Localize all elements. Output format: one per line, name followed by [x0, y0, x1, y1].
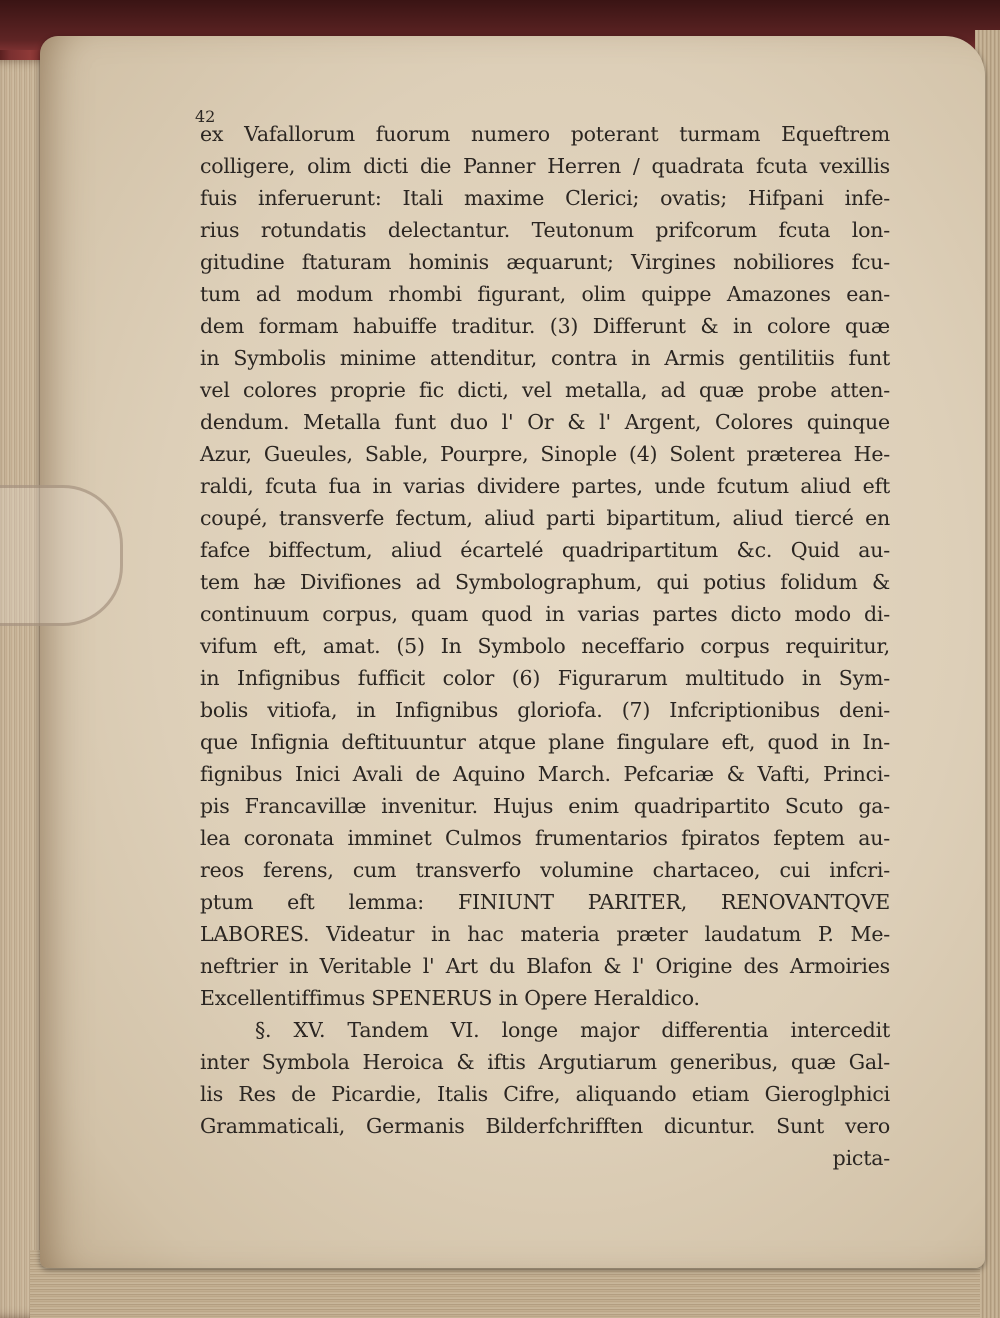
- text-line: fuis inferuerunt: Itali maxime Clerici; ovatis; Hifpani infe-: [200, 186, 890, 210]
- text-line: gitudine ftaturam hominis æquarunt; Virgines nobiliores fcu-: [200, 250, 890, 274]
- text-line: inter Symbola Heroica & iftis Argutiarum generibus, quæ Gal-: [200, 1050, 890, 1074]
- text-line: lea coronata imminet Culmos frumentarios fpiratos feptem au-: [200, 826, 890, 850]
- text-line: in Symbolis minime attenditur, contra in Armis gentilitiis funt: [200, 346, 890, 370]
- text-line: pis Francavillæ invenitur. Hujus enim quadripartito Scuto ga-: [200, 794, 890, 818]
- text-line: fafce biffectum, aliud écartelé quadripartitum &c. Quid au-: [200, 538, 890, 562]
- page-number: 42: [195, 107, 216, 126]
- text-line: bolis vitiofa, in Infignibus gloriofa. (7) Infcriptionibus deni-: [200, 698, 890, 722]
- text-line: rius rotundatis delectantur. Teutonum prifcorum fcuta lon-: [200, 218, 890, 242]
- text-line: in Infignibus fufficit color (6) Figurarum multitudo in Sym-: [200, 666, 890, 690]
- text-line: coupé, transverfe fectum, aliud parti bipartitum, aliud tiercé en: [200, 506, 890, 530]
- text-line: LABORES. Videatur in hac materia præter laudatum P. Me-: [200, 922, 890, 946]
- text-line: fignibus Inici Avali de Aquino March. Pefcariæ & Vafti, Princi-: [200, 762, 890, 786]
- text-line: continuum corpus, quam quod in varias partes dicto modo di-: [200, 602, 890, 626]
- text-line: vel colores proprie fic dicti, vel metalla, ad quæ probe atten-: [200, 378, 890, 402]
- text-line: lis Res de Picardie, Italis Cifre, aliquando etiam Gieroglphici: [200, 1082, 890, 1106]
- text-line: reos ferens, cum transverfo volumine chartaceo, cui infcri-: [200, 858, 890, 882]
- text-line: dem formam habuiffe traditur. (3) Differunt & in colore quæ: [200, 314, 890, 338]
- text-line: raldi, fcuta fua in varias dividere partes, unde fcutum aliud eft: [200, 474, 890, 498]
- text-line: ptum eft lemma: FINIUNT PARITER, RENOVANTQVE: [200, 890, 890, 914]
- text-line: Excellentiffimus SPENERUS in Opere Heraldico.: [200, 986, 700, 1010]
- catchword: picta-: [832, 1146, 890, 1170]
- section-heading-line: §. XV. Tandem VI. longe major differentia intercedit: [255, 1018, 890, 1042]
- page-text-block: [200, 112, 890, 1174]
- text-line: tum ad modum rhombi figurant, olim quippe Amazones ean-: [200, 282, 890, 306]
- plastic-page-clip: [0, 485, 123, 626]
- text-line: dendum. Metalla funt duo l' Or & l' Argent, Colores quinque: [200, 410, 890, 434]
- text-line: vifum eft, amat. (5) In Symbolo neceffario corpus requiritur,: [200, 634, 890, 658]
- text-line: ex Vafallorum fuorum numero poterant turmam Equeftrem: [200, 122, 890, 146]
- text-line: Grammaticali, Germanis Bilderfchrifften dicuntur. Sunt vero: [200, 1114, 890, 1138]
- text-line: tem hæ Divifiones ad Symbolographum, qui potius folidum &: [200, 570, 890, 594]
- text-line: Azur, Gueules, Sable, Pourpre, Sinople (4) Solent præterea He-: [200, 442, 890, 466]
- text-line: que Infignia deftituuntur atque plane fingulare eft, quod in In-: [200, 730, 890, 754]
- text-line: colligere, olim dicti die Panner Herren / quadrata fcuta vexillis: [200, 154, 890, 178]
- text-line: neftrier in Veritable l' Art du Blafon & l' Origine des Armoiries: [200, 954, 890, 978]
